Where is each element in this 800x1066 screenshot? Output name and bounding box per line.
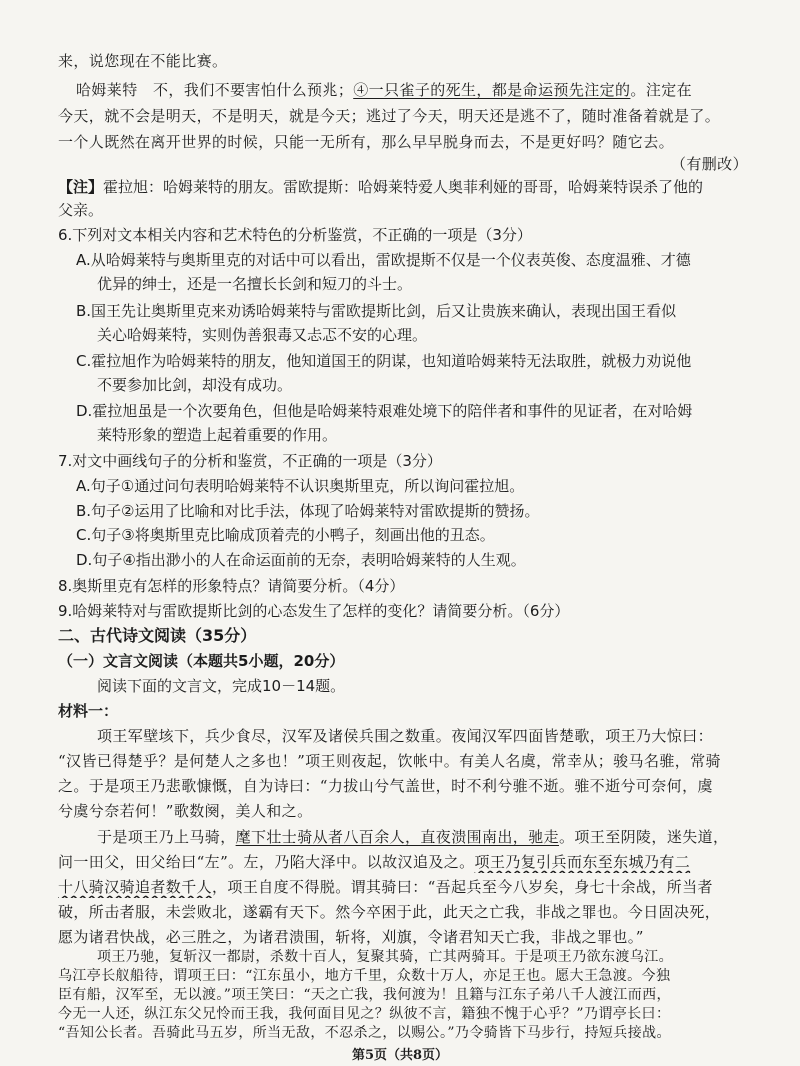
wavy-underlined-sentence: 项王乃复引兵而东至东城乃有二 (474, 853, 691, 871)
q6-option-c-cont: 不要参加比剑，却没有成功。 (97, 376, 293, 394)
passage-text: ，项王自度不得脱。谓其骑曰：“吾起兵至今八岁矣，身七十余战，所当者 (212, 878, 713, 896)
drama-line: 一个人既然在离开世界的时候，只能一无所有，那么早早脱身而去，不是更好吗？随它去。 (58, 133, 675, 151)
passage-line: 项王乃驰，复斩汉一都尉，杀数十百人，复聚其骑，亡其两骑耳。于是项王乃欲东渡乌江。 (97, 949, 673, 965)
passage-line (58, 851, 748, 873)
underlined-sentence: 麾下壮士骑从者八百余人，直夜溃围南出，驰走 (235, 828, 560, 846)
section-title: 二、古代诗文阅读（35分） (58, 626, 257, 645)
passage-line (58, 876, 748, 898)
drama-line (76, 79, 748, 101)
question-9: 9.哈姆莱特对与雷欧提斯比剑的心态发生了怎样的变化？请简要分析。（6分） (58, 602, 570, 620)
passage-line: 项王军壁垓下，兵少食尽，汉军及诸侯兵围之数重。夜闻汉军四面皆楚歌，项王乃大惊曰： (97, 727, 714, 745)
drama-line: 今天，就不会是明天，不是明天，就是今天；逃过了今天，明天还是逃不了，随时准备着就是了。 (58, 107, 721, 125)
source-note: （有删改） (670, 155, 748, 173)
passage-line (97, 826, 748, 848)
q7-option-d: D.句子④指出渺小的人在命运面前的无奈，表明哈姆莱特的人生观。 (76, 551, 526, 569)
note-text: 霍拉旭：哈姆莱特的朋友。雷欧提斯：哈姆莱特爱人奥菲利娅的哥哥，哈姆莱特误杀了他的 (103, 178, 704, 196)
passage-line: 臣有船，汉军至，无以渡。”项王笑曰：“天之亡我，我何渡为！且籍与江东子弟八千人渡江而西， (58, 987, 671, 1003)
dialogue-text: 不，我们不要害怕什么预兆； (153, 81, 354, 99)
q7-option-a: A.句子①通过问句表明哈姆莱特不认识奥斯里克，所以询问霍拉旭。 (76, 477, 525, 495)
subsection-title: （一）文言文阅读（本题共5小题，20分） (58, 652, 345, 670)
passage-text: 问一田父，田父绐曰“左”。左，乃陷大泽中。以故汉追及之。 (58, 853, 475, 871)
passage-text: 于是项王乃上马骑， (97, 828, 236, 846)
passage-line: 破，所击者服，未尝败北，遂霸有天下。然今卒困于此，此天之亡我，非战之罪也。今日固决死， (58, 903, 721, 921)
material-label: 材料一： (58, 702, 119, 720)
passage-line: 今无一人还，纵江东父兄怜而王我，我何面目见之？纵彼不言，籍独不愧于心乎？”乃谓亭长曰： (58, 1006, 671, 1022)
q6-option-d-cont: 莱特形象的塑造上起着重要的作用。 (97, 426, 338, 444)
q6-option-d: D.霍拉旭虽是一个次要角色，但他是哈姆莱特艰难处境下的陪伴者和事件的见证者，在对哈姆 (76, 402, 693, 420)
underlined-sentence-4: ④一只雀子的死生，都是命运预先注定的 (353, 81, 631, 99)
wavy-underlined-sentence-cont: 十八骑汉骑追者数千人 (58, 878, 213, 896)
annotation (58, 176, 748, 198)
q7-option-c: C.句子③将奥斯里克比喻成顶着壳的小鸭子，刻画出他的丑态。 (76, 526, 495, 544)
passage-text: 。项王至阴陵，迷失道， (559, 828, 729, 846)
q6-option-a-cont: 优异的绅士，还是一名擅长长剑和短刀的斗士。 (97, 275, 413, 293)
drama-line: 来，说您现在不能比赛。 (58, 52, 228, 70)
passage-line: 之。于是项王乃悲歌慷慨，自为诗曰：“力拔山兮气盖世，时不利兮骓不逝。骓不逝兮可奈何，虞 (58, 777, 713, 795)
passage-line: “吾知公长者。吾骑此马五岁，所当无敌，不忍杀之，以赐公。”乃令骑皆下马步行，持短兵接战。 (58, 1025, 671, 1041)
page-number: 第5页（共8页） (351, 1048, 449, 1063)
passage-line: 乌江亭长舣船待，谓项王曰：“江东虽小，地方千里，众数十万人，亦足王也。愿大王急渡。今独 (58, 968, 671, 984)
q6-option-c: C.霍拉旭作为哈姆莱特的朋友，他知道国王的阴谋，也知道哈姆莱特无法取胜，就极力劝说他 (76, 352, 692, 370)
q6-option-a: A.从哈姆莱特与奥斯里克的对话中可以看出，雷欧提斯不仅是一个仪表英俊、态度温雅、才德 (76, 251, 691, 269)
dialogue-text: 。注定在 (630, 81, 693, 99)
passage-line: “汉皆已得楚乎？是何楚人之多也！”项王则夜起，饮帐中。有美人名虞，常幸从；骏马名骓，常骑 (58, 752, 721, 770)
question-6-stem: 6.下列对文本相关内容和艺术特色的分析鉴赏，不正确的一项是（3分） (58, 226, 532, 244)
passage-line: 愿为诸君快战，必三胜之，为诸君溃围，斩将，刈旗，令诸君知天亡我，非战之罪也。” (58, 928, 644, 946)
question-7-stem: 7.对文中画线句子的分析和鉴赏，不正确的一项是（3分） (58, 452, 442, 470)
q6-option-b: B.国王先让奥斯里克来劝诱哈姆莱特与雷欧提斯比剑，后又让贵族来确认，表现出国王看似 (76, 302, 677, 320)
speaker-name: 哈姆莱特 (76, 81, 138, 99)
annotation-line: 父亲。 (58, 201, 104, 219)
question-8: 8.奥斯里克有怎样的形象特点？请简要分析。（4分） (58, 577, 405, 595)
q6-option-b-cont: 关心哈姆莱特，实则伪善狠毒又忐忑不安的心理。 (97, 326, 428, 344)
instructions: 阅读下面的文言文，完成10－14题。 (97, 677, 346, 695)
note-label: 【注】 (58, 178, 104, 196)
passage-line: 兮虞兮奈若何！”歌数阕，美人和之。 (58, 802, 313, 820)
q7-option-b: B.句子②运用了比喻和对比手法，体现了哈姆莱特对雷欧提斯的赞扬。 (76, 502, 540, 520)
